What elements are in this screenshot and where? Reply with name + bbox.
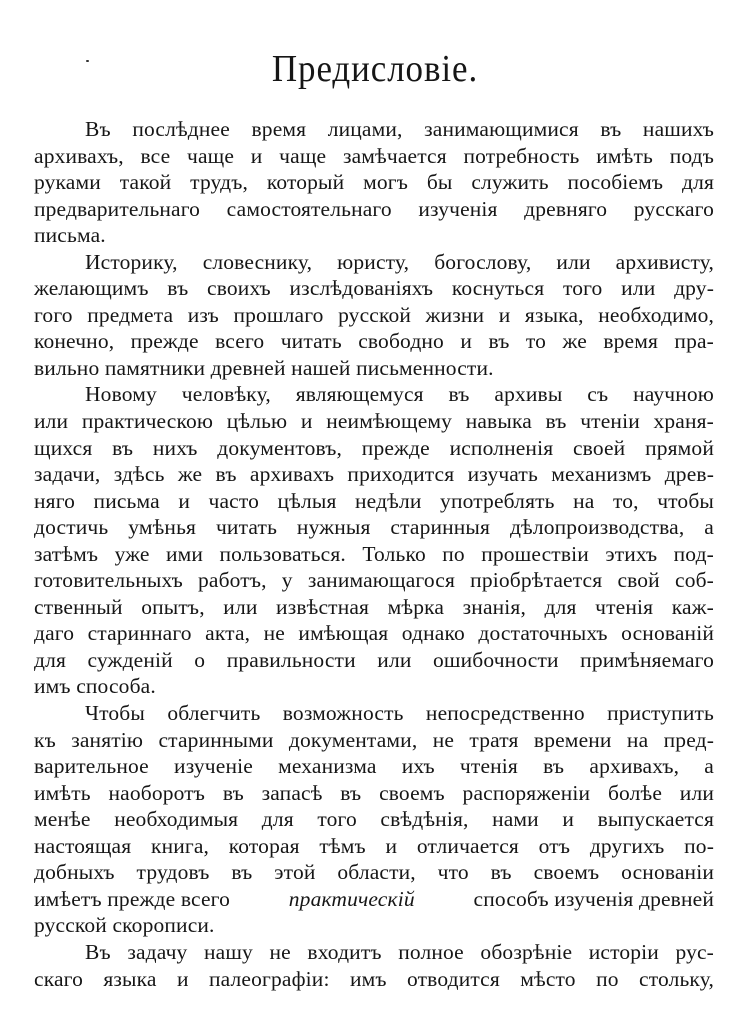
text-line: имѣть наоборотъ въ запасѣ въ своемъ распоряженіи болѣе или [34,780,714,805]
text-line: для сужденій о правильности или ошибочности примѣняемаго [34,647,714,672]
text-line: даго стариннаго акта, не имѣющая однако достаточныхъ основаній [34,621,714,646]
text-line: руками такой трудъ, который могъ бы служить пособіемъ для [34,170,714,195]
italic-emphasis: практическій [288,886,415,911]
text-line: письма. [34,223,106,248]
text-line: няго письма и часто цѣлыя недѣли употреблять на то, чтобы [34,488,714,513]
text-line: добныхъ трудовъ въ этой области, что въ своемъ основаніи [34,860,714,885]
text-line: желающимъ въ своихъ изслѣдованіяхъ коснуться того или дру- [34,276,714,301]
text-line: конечно, прежде всего читать свободно и въ то же время пра- [34,329,714,354]
text-line: Въ задачу нашу не входитъ полное обозрѣніе исторіи рус- [85,939,714,964]
text-line: достичь умѣнья читать нужныя старинныя дѣлопроизводства, а [34,515,714,540]
text-segment: имѣетъ прежде всего [34,886,230,911]
text-line: Новому человѣку, являющемуся въ архивы съ научною [85,382,714,407]
text-line: къ занятію старинными документами, не тратя времени на пред- [34,727,714,752]
text-line: русской скорописи. [34,913,215,938]
text-line: имъ способа. [34,674,156,699]
text-line: менѣе необходимыя для того свѣдѣнія, нами и выпускается [34,807,714,832]
text-line: Историку, словеснику, юристу, богослову, или архивисту, [85,249,714,274]
text-line: настоящая книга, которая тѣмъ и отличается отъ другихъ по- [34,833,714,858]
text-line: готовительныхъ работъ, у занимающагося пріобрѣтается свой соб- [34,568,714,593]
text-line: затѣмъ уже ими пользоваться. Только по прошествіи этихъ под- [34,541,714,566]
text-line: или практическою цѣлью и неимѣющему навыка въ чтеніи храня- [34,409,714,434]
body-text [34,116,714,992]
text-line: гого предмета изъ прошлаго русской жизни и языка, необходимо, [34,302,714,327]
text-line: архивахъ, все чаще и чаще замѣчается потребность имѣть подъ [34,143,714,168]
text-line: щихся въ нихъ документовъ, прежде исполненія своей прямой [34,435,714,460]
text-line: варительное изученіе механизма ихъ чтенія въ архивахъ, а [34,754,714,779]
text-line: задачи, здѣсь же въ архивахъ приходится изучать механизмъ древ- [34,462,714,487]
text-line: предварительнаго самостоятельнаго изученія древняго русскаго [34,196,714,221]
page-title: Предисловіе. [271,48,479,90]
text-line-with-italic [34,886,714,913]
text-line: Въ послѣднее время лицами, занимающимися въ нашихъ [85,117,714,141]
text-line: ственный опытъ, или извѣстная мѣрка знанія, для чтенія каж- [34,594,714,619]
text-line: Чтобы облегчить возможность непосредственно приступить [85,701,714,726]
text-line: скаго языка и палеографіи: имъ отводится мѣсто по стольку, [34,966,714,991]
text-line: вильно памятники древней нашей письменности. [34,355,494,380]
text-segment: способъ изученія древней [473,886,714,911]
